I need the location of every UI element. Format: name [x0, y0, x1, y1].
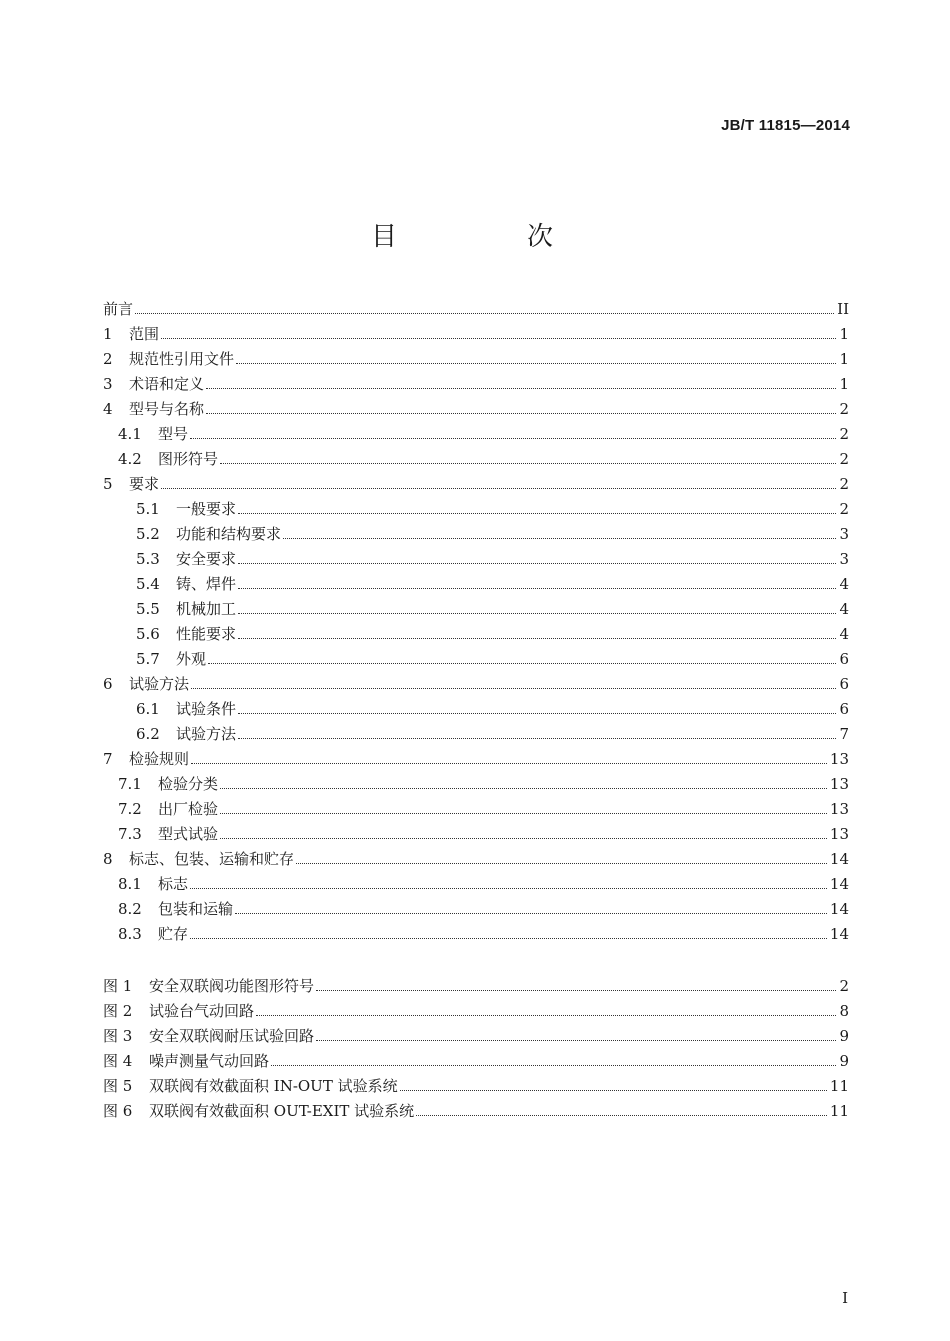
toc-entry[interactable]	[103, 469, 849, 494]
dot-leader	[190, 938, 827, 939]
entry-label: 前言	[103, 300, 134, 318]
entry-page: 11	[829, 1077, 849, 1095]
entry-number: 5.5	[136, 600, 160, 618]
toc-entry[interactable]	[103, 644, 849, 669]
entry-label: 一般要求	[176, 500, 237, 518]
entry-number: 5.2	[136, 525, 160, 543]
dot-leader	[220, 463, 836, 464]
entry-label: 规范性引用文件	[129, 350, 235, 368]
entry-label: 检验分类	[158, 775, 219, 793]
entry-page: 2	[839, 450, 849, 468]
toc-entry[interactable]	[103, 319, 849, 344]
entry-page: 6	[839, 650, 849, 668]
dot-leader	[316, 990, 836, 991]
dot-leader	[238, 713, 836, 714]
entry-number: 图 5	[103, 1077, 133, 1095]
entry-page: 2	[839, 475, 849, 493]
toc-list	[103, 294, 849, 944]
entry-page: 14	[829, 925, 849, 943]
entry-page: 1	[839, 325, 849, 343]
entry-label: 安全要求	[176, 550, 237, 568]
entry-label: 范围	[129, 325, 160, 343]
entry-label: 型号	[158, 425, 189, 443]
dot-leader	[191, 763, 827, 764]
dot-leader	[191, 688, 836, 689]
toc-entry[interactable]	[103, 544, 849, 569]
entry-label: 标志	[158, 875, 189, 893]
entry-page: 2	[839, 977, 849, 995]
entry-number: 8	[103, 850, 113, 868]
entry-number: 1	[103, 325, 113, 343]
entry-page: 9	[839, 1027, 849, 1045]
entry-number: 8.1	[118, 875, 142, 893]
entry-number: 图 3	[103, 1027, 133, 1045]
dot-leader	[238, 563, 836, 564]
entry-page: 14	[829, 850, 849, 868]
dot-leader	[235, 913, 827, 914]
dot-leader	[135, 313, 834, 314]
figure-entry[interactable]	[103, 1046, 849, 1071]
figure-entry[interactable]	[103, 1096, 849, 1121]
figure-entry[interactable]	[103, 971, 849, 996]
dot-leader	[220, 813, 827, 814]
entry-page: 13	[829, 750, 849, 768]
entry-label: 试验方法	[129, 675, 190, 693]
toc-title: 目 次	[370, 222, 605, 252]
entry-label: 贮存	[158, 925, 189, 943]
entry-page: 2	[839, 425, 849, 443]
figure-entry[interactable]	[103, 1071, 849, 1096]
dot-leader	[238, 588, 836, 589]
entry-page: 13	[829, 825, 849, 843]
entry-number: 图 4	[103, 1052, 133, 1070]
toc-entry[interactable]	[103, 869, 849, 894]
figure-entry[interactable]	[103, 996, 849, 1021]
entry-label: 机械加工	[176, 600, 237, 618]
entry-number: 5.3	[136, 550, 160, 568]
toc-entry[interactable]	[103, 819, 849, 844]
entry-page: 1	[839, 350, 849, 368]
figure-entry[interactable]	[103, 1021, 849, 1046]
dot-leader	[190, 888, 827, 889]
toc-entry[interactable]	[103, 794, 849, 819]
entry-page: 2	[839, 400, 849, 418]
entry-label: 功能和结构要求	[176, 525, 282, 543]
entry-label: 噪声测量气动回路	[149, 1052, 270, 1070]
entry-number: 6	[103, 675, 113, 693]
entry-label: 安全双联阀功能图形符号	[149, 977, 315, 995]
toc-entry[interactable]	[103, 894, 849, 919]
toc-entry[interactable]	[103, 919, 849, 944]
entry-number: 8.2	[118, 900, 142, 918]
entry-page: 4	[839, 625, 849, 643]
dot-leader	[238, 613, 836, 614]
entry-number: 7.3	[118, 825, 142, 843]
entry-page: 14	[829, 875, 849, 893]
entry-number: 6.2	[136, 725, 160, 743]
entry-number: 6.1	[136, 700, 160, 718]
dot-leader	[238, 738, 836, 739]
entry-page: 4	[839, 575, 849, 593]
entry-number: 4.2	[118, 450, 142, 468]
dot-leader	[296, 863, 827, 864]
entry-label: 要求	[129, 475, 160, 493]
dot-leader	[206, 388, 836, 389]
page-number: I	[842, 1289, 848, 1307]
dot-leader	[220, 838, 827, 839]
entry-label: 检验规则	[129, 750, 190, 768]
entry-label: 试验方法	[176, 725, 237, 743]
toc-entry[interactable]	[103, 569, 849, 594]
entry-page: 3	[839, 525, 849, 543]
entry-label: 试验台气动回路	[149, 1002, 255, 1020]
entry-number: 8.3	[118, 925, 142, 943]
toc-entry[interactable]	[103, 344, 849, 369]
toc-entry[interactable]	[103, 844, 849, 869]
entry-page: 8	[839, 1002, 849, 1020]
entry-label: 术语和定义	[129, 375, 205, 393]
entry-page: 3	[839, 550, 849, 568]
entry-page: 13	[829, 800, 849, 818]
entry-page: 9	[839, 1052, 849, 1070]
toc-entry[interactable]	[103, 494, 849, 519]
toc-entry[interactable]	[103, 369, 849, 394]
entry-number: 图 1	[103, 977, 133, 995]
entry-page: 1	[839, 375, 849, 393]
toc-entry[interactable]	[103, 444, 849, 469]
entry-label: 型式试验	[158, 825, 219, 843]
toc-entry[interactable]	[103, 619, 849, 644]
entry-number: 2	[103, 350, 113, 368]
dot-leader	[238, 513, 836, 514]
toc-entry[interactable]	[103, 419, 849, 444]
entry-label: 性能要求	[176, 625, 237, 643]
entry-number: 5.7	[136, 650, 160, 668]
entry-number: 4	[103, 400, 113, 418]
toc-entry[interactable]	[103, 769, 849, 794]
dot-leader	[161, 338, 836, 339]
dot-leader	[208, 663, 836, 664]
entry-page: 6	[839, 675, 849, 693]
entry-page: 7	[839, 725, 849, 743]
toc-entry[interactable]	[103, 519, 849, 544]
entry-number: 4.1	[118, 425, 142, 443]
standard-code: JB/T 11815—2014	[721, 117, 850, 134]
toc-entry[interactable]	[103, 594, 849, 619]
entry-number: 7	[103, 750, 113, 768]
toc-entry[interactable]	[103, 669, 849, 694]
toc-entry[interactable]	[103, 394, 849, 419]
entry-page: II	[837, 300, 849, 318]
dot-leader	[316, 1040, 836, 1041]
entry-page: 11	[829, 1102, 849, 1120]
entry-page: 4	[839, 600, 849, 618]
dot-leader	[220, 788, 827, 789]
dot-leader	[206, 413, 836, 414]
dot-leader	[161, 488, 836, 489]
dot-leader	[238, 638, 836, 639]
dot-leader	[271, 1065, 836, 1066]
entry-number: 图 2	[103, 1002, 133, 1020]
entry-page: 2	[839, 500, 849, 518]
toc-entry[interactable]	[103, 694, 849, 719]
entry-label: 双联阀有效截面积 IN-OUT 试验系统	[149, 1077, 398, 1095]
dot-leader	[416, 1115, 827, 1116]
entry-label: 试验条件	[176, 700, 237, 718]
dot-leader	[256, 1015, 836, 1016]
entry-number: 5.1	[136, 500, 160, 518]
entry-label: 包装和运输	[158, 900, 234, 918]
toc-entry[interactable]	[103, 719, 849, 744]
entry-label: 型号与名称	[129, 400, 205, 418]
entry-number: 7.2	[118, 800, 142, 818]
entry-number: 3	[103, 375, 113, 393]
dot-leader	[236, 363, 836, 364]
entry-number: 7.1	[118, 775, 142, 793]
entry-page: 13	[829, 775, 849, 793]
dot-leader	[283, 538, 836, 539]
figure-list	[103, 971, 849, 1121]
entry-page: 6	[839, 700, 849, 718]
entry-label: 铸、焊件	[176, 575, 237, 593]
entry-label: 外观	[176, 650, 207, 668]
dot-leader	[190, 438, 836, 439]
entry-number: 5.6	[136, 625, 160, 643]
entry-label: 标志、包装、运输和贮存	[129, 850, 295, 868]
entry-label: 安全双联阀耐压试验回路	[149, 1027, 315, 1045]
entry-label: 出厂检验	[158, 800, 219, 818]
entry-label: 双联阀有效截面积 OUT-EXIT 试验系统	[149, 1102, 415, 1120]
entry-label: 图形符号	[158, 450, 219, 468]
dot-leader	[400, 1090, 827, 1091]
toc-entry[interactable]	[103, 294, 849, 319]
entry-number: 5.4	[136, 575, 160, 593]
entry-page: 14	[829, 900, 849, 918]
entry-number: 5	[103, 475, 113, 493]
entry-number: 图 6	[103, 1102, 133, 1120]
toc-entry[interactable]	[103, 744, 849, 769]
